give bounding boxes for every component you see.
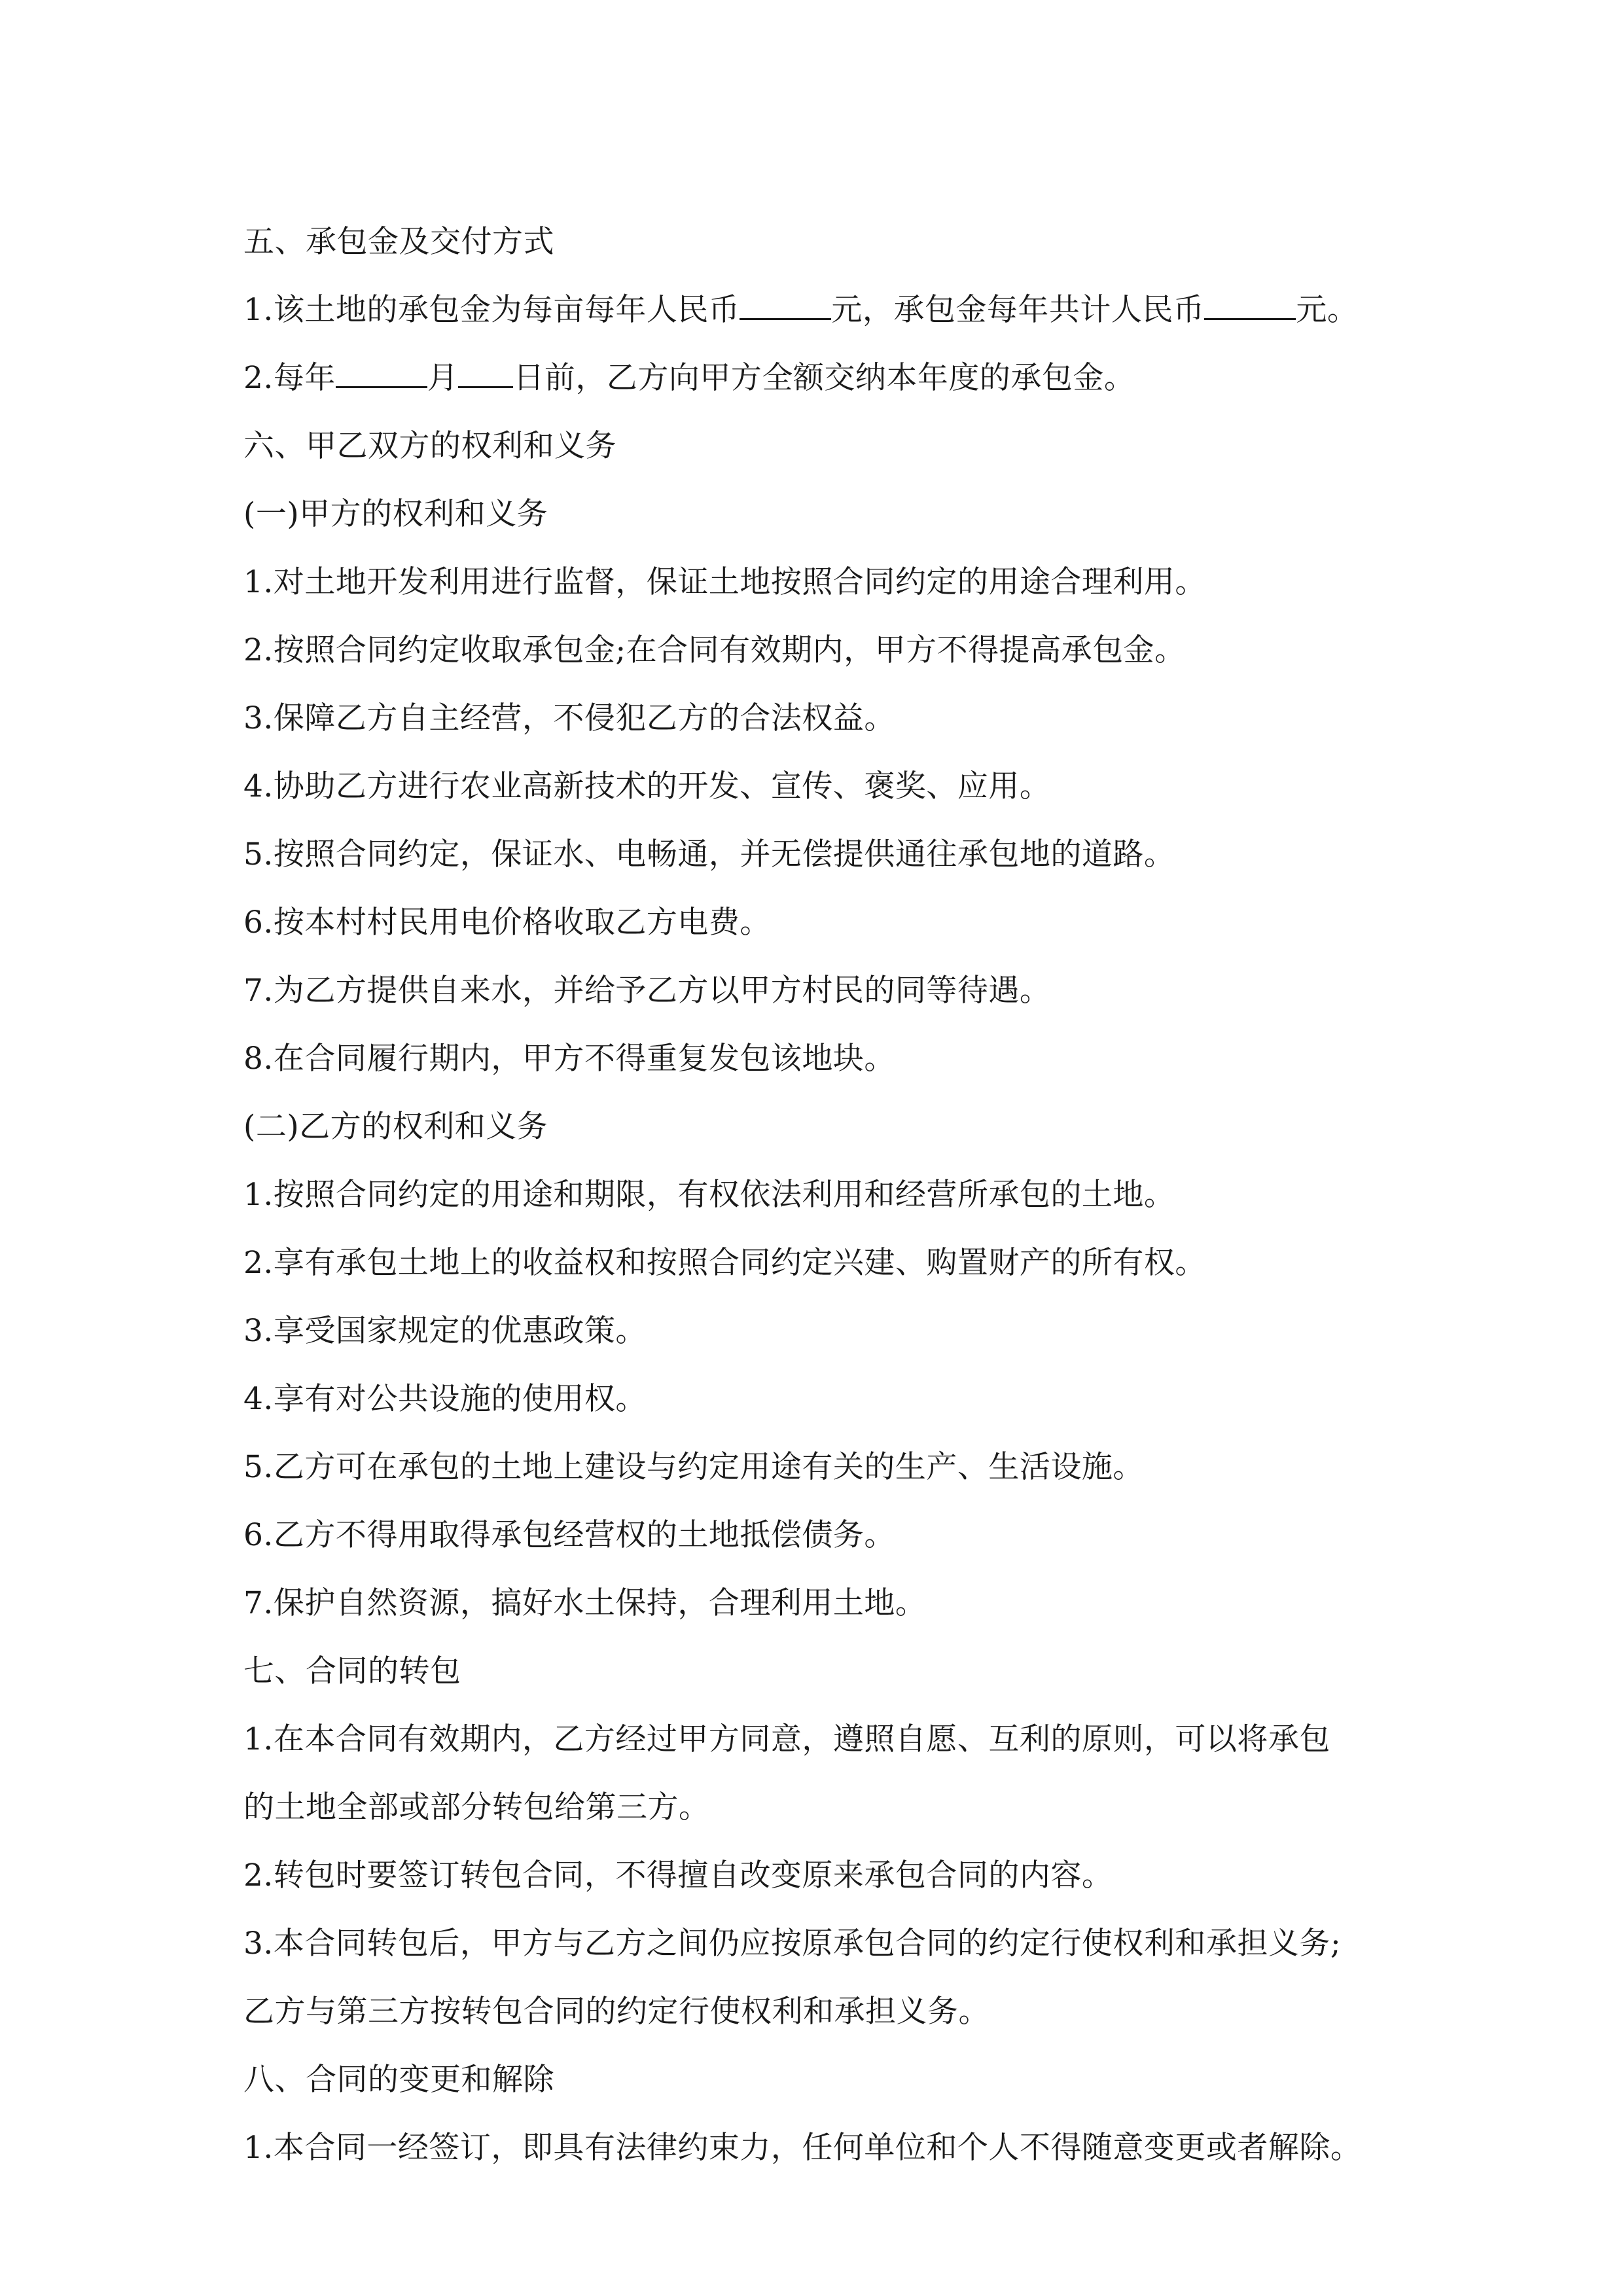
clause-6-a-4: 4.协助乙方进行农业高新技术的开发、宣传、褒奖、应用。 bbox=[243, 768, 1051, 804]
clause-text: 元。 bbox=[1296, 292, 1359, 328]
clause-6-a-7: 7.为乙方提供自来水，并给予乙方以甲方村民的同等待遇。 bbox=[243, 973, 1051, 1009]
subsection-heading-party-b: (二)乙方的权利和义务 bbox=[243, 1109, 548, 1145]
section-heading-5: 五、承包金及交付方式 bbox=[243, 224, 554, 260]
clause-5-2 bbox=[243, 344, 1408, 412]
section-heading-7: 七、合同的转包 bbox=[243, 1653, 461, 1689]
clause-text: 日前，乙方向甲方全额交纳本年度的承包金。 bbox=[513, 360, 1135, 396]
clause-6-b-7: 7.保护自然资源，搞好水土保持，合理利用土地。 bbox=[243, 1585, 927, 1621]
clause-6-a-8: 8.在合同履行期内，甲方不得重复发包该地块。 bbox=[243, 1041, 895, 1077]
clause-7-3-continued: 乙方与第三方按转包合同的约定行使权利和承担义务。 bbox=[243, 1994, 990, 2030]
clause-6-a-2: 2.按照合同约定收取承包金;在合同有效期内，甲方不得提高承包金。 bbox=[243, 632, 1186, 668]
clause-7-2: 2.转包时要签订转包合同，不得擅自改变原来承包合同的内容。 bbox=[243, 1857, 1113, 1893]
clause-text: 1.该土地的承包金为每亩每年人民币 bbox=[243, 292, 740, 328]
clause-6-a-5: 5.按照合同约定，保证水、电畅通，并无偿提供通往承包地的道路。 bbox=[243, 836, 1175, 872]
clause-7-1-continued: 的土地全部或部分转包给第三方。 bbox=[243, 1789, 710, 1825]
section-heading-6: 六、甲乙双方的权利和义务 bbox=[243, 428, 616, 464]
fill-blank bbox=[1204, 289, 1296, 320]
clause-7-3: 3.本合同转包后，甲方与乙方之间仍应按原承包合同的约定行使权利和承担义务; bbox=[243, 1926, 1342, 1962]
clause-6-b-5: 5.乙方可在承包的土地上建设与约定用途有关的生产、生活设施。 bbox=[243, 1449, 1144, 1485]
fill-blank bbox=[336, 357, 427, 388]
clause-8-1: 1.本合同一经签订，即具有法律约束力，任何单位和个人不得随意变更或者解除。 bbox=[243, 2130, 1362, 2166]
clause-6-a-1: 1.对土地开发利用进行监督，保证土地按照合同约定的用途合理利用。 bbox=[243, 564, 1206, 600]
clause-text: 2.每年 bbox=[243, 360, 336, 396]
clause-6-b-4: 4.享有对公共设施的使用权。 bbox=[243, 1381, 647, 1417]
fill-blank bbox=[740, 289, 831, 320]
clause-5-1 bbox=[243, 276, 1408, 344]
clause-6-b-1: 1.按照合同约定的用途和期限，有权依法利用和经营所承包的土地。 bbox=[243, 1177, 1175, 1213]
clause-6-b-3: 3.享受国家规定的优惠政策。 bbox=[243, 1313, 647, 1349]
clause-6-a-6: 6.按本村村民用电价格收取乙方电费。 bbox=[243, 905, 771, 941]
clause-6-b-2: 2.享有承包土地上的收益权和按照合同约定兴建、购置财产的所有权。 bbox=[243, 1245, 1206, 1281]
section-heading-8: 八、合同的变更和解除 bbox=[243, 2062, 554, 2098]
contract-body bbox=[243, 208, 1408, 2182]
clause-text: 元，承包金每年共计人民币 bbox=[831, 292, 1205, 328]
clause-6-a-3: 3.保障乙方自主经营，不侵犯乙方的合法权益。 bbox=[243, 700, 895, 736]
fill-blank bbox=[458, 357, 513, 388]
subsection-heading-party-a: (一)甲方的权利和义务 bbox=[243, 496, 548, 532]
clause-7-1: 1.在本合同有效期内，乙方经过甲方同意，遵照自愿、互利的原则，可以将承包 bbox=[243, 1721, 1330, 1757]
clause-6-b-6: 6.乙方不得用取得承包经营权的土地抵偿债务。 bbox=[243, 1517, 895, 1553]
clause-text: 月 bbox=[427, 360, 459, 396]
